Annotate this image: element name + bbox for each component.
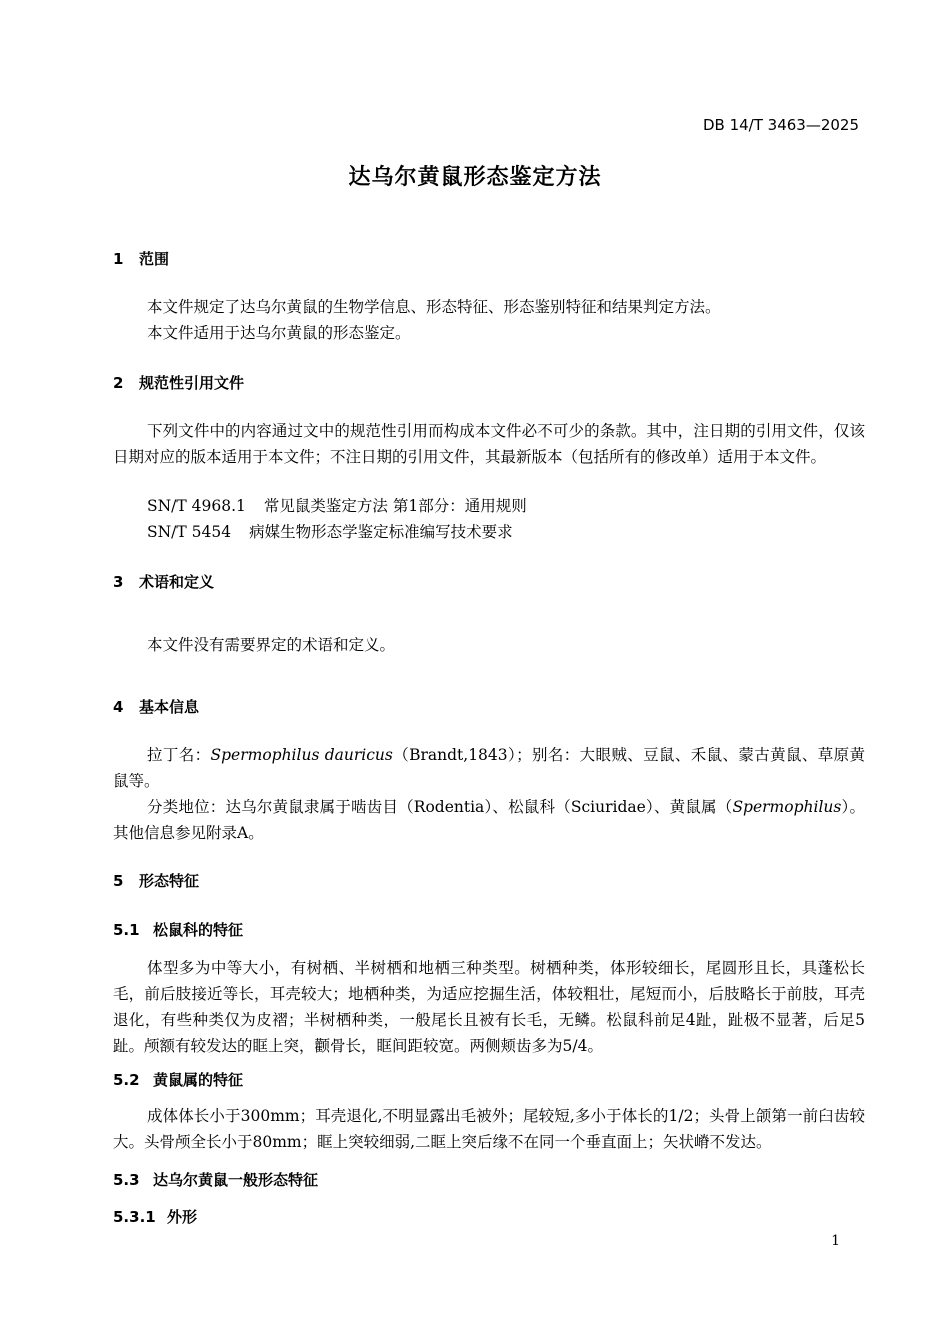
section-number: 5.3.1 [113,1208,156,1226]
document-title: 达乌尔黄鼠形态鉴定方法 [348,165,602,190]
section-number: 5.1 [113,921,140,939]
reference-title: 常见鼠类鉴定方法 第1部分：通用规则 [263,497,527,515]
section-title: 黄鼠属的特征 [153,1071,244,1089]
section-title: 术语和定义 [139,573,215,591]
section-heading-4 [113,696,199,717]
classification-suffix: ）。其他信息参见附录A。 [113,798,865,842]
paragraph: 本文件适用于达乌尔黄鼠的形态鉴定。 [147,324,411,342]
section-number: 2 [113,374,124,392]
section-heading-5-2 [113,1069,243,1090]
page-number: 1 [831,1233,840,1249]
section-title: 基本信息 [139,698,200,716]
section-title: 达乌尔黄鼠一般形态特征 [153,1171,319,1189]
paragraph: 下列文件中的内容通过文中的规范性引用而构成本文件必不可少的条款。其中，注日期的引用文件，仅该日期对应的版本适用于本文件；不注日期的引用文件，其最新版本（包括所有的修改单）适用于本文件。 [113,422,865,466]
section-heading-1 [113,248,169,269]
section-number: 3 [113,573,124,591]
normative-reference [147,520,513,542]
section-heading-5-3-1 [113,1206,197,1227]
paragraph: 体型多为中等大小，有树栖、半树栖和地栖三种类型。树栖种类，体形较细长，尾圆形且长，具蓬松长毛，前后肢接近等长，耳壳较大；地栖种类，为适应挖掘生活，体较粗壮，尾短而小，后肢略长于前肢，耳壳退化，有些种类仅为皮褶；半树栖种类，一般尾长且被有长毛，无鳞。松鼠科前足4趾，趾极不显著，后足5趾。颅额有较发达的眶上突，颧骨长，眶间距较宽。两侧颊齿多为5/4。 [113,959,865,1055]
latin-label: 拉丁名： [147,746,211,764]
latin-name: Spermophilus dauricus [210,746,393,764]
reference-code: SN/T 5454 [147,523,232,541]
standard-code: DB 14/T 3463—2025 [702,116,859,134]
section-heading-5-3 [113,1169,318,1190]
paragraph-latin-name [113,742,865,794]
section-number: 1 [113,250,124,268]
paragraph-classification [113,794,865,846]
classification-text: 分类地位：达乌尔黄鼠隶属于啮齿目（Rodentia）、松鼠科（Sciuridae）、黄鼠属（ [147,798,733,816]
reference-code: SN/T 4968.1 [147,497,246,515]
section-number: 4 [113,698,124,716]
normative-reference [147,494,527,516]
section-title: 外形 [167,1208,198,1226]
paragraph: 本文件没有需要界定的术语和定义。 [147,636,396,654]
paragraph: 本文件规定了达乌尔黄鼠的生物学信息、形态特征、形态鉴别特征和结果判定方法。 [147,298,721,316]
paragraph: 成体体长小于300mm；耳壳退化,不明显露出毛被外；尾较短,多小于体长的1/2；头骨上颌第一前臼齿较大。头骨颅全长小于80mm；眶上突较细弱,二眶上突后缘不在同一个垂直面上；矢状嵴不发达。 [113,1107,865,1151]
section-heading-5 [113,870,199,891]
section-heading-2 [113,372,244,393]
section-number: 5.3 [113,1171,140,1189]
section-heading-3 [113,571,214,592]
section-title: 形态特征 [139,872,200,890]
section-number: 5 [113,872,124,890]
reference-title: 病媒生物形态学鉴定标准编写技术要求 [249,523,513,541]
section-title: 规范性引用文件 [139,374,245,392]
section-title: 范围 [139,250,170,268]
section-title: 松鼠科的特征 [153,921,244,939]
genus-name: Spermophilus [732,798,842,816]
latin-suffix: （Brandt,1843）；别名：大眼贼、豆鼠、禾鼠、蒙古黄鼠、草原黄鼠等。 [113,746,865,790]
section-number: 5.2 [113,1071,140,1089]
section-heading-5-1 [113,919,243,940]
